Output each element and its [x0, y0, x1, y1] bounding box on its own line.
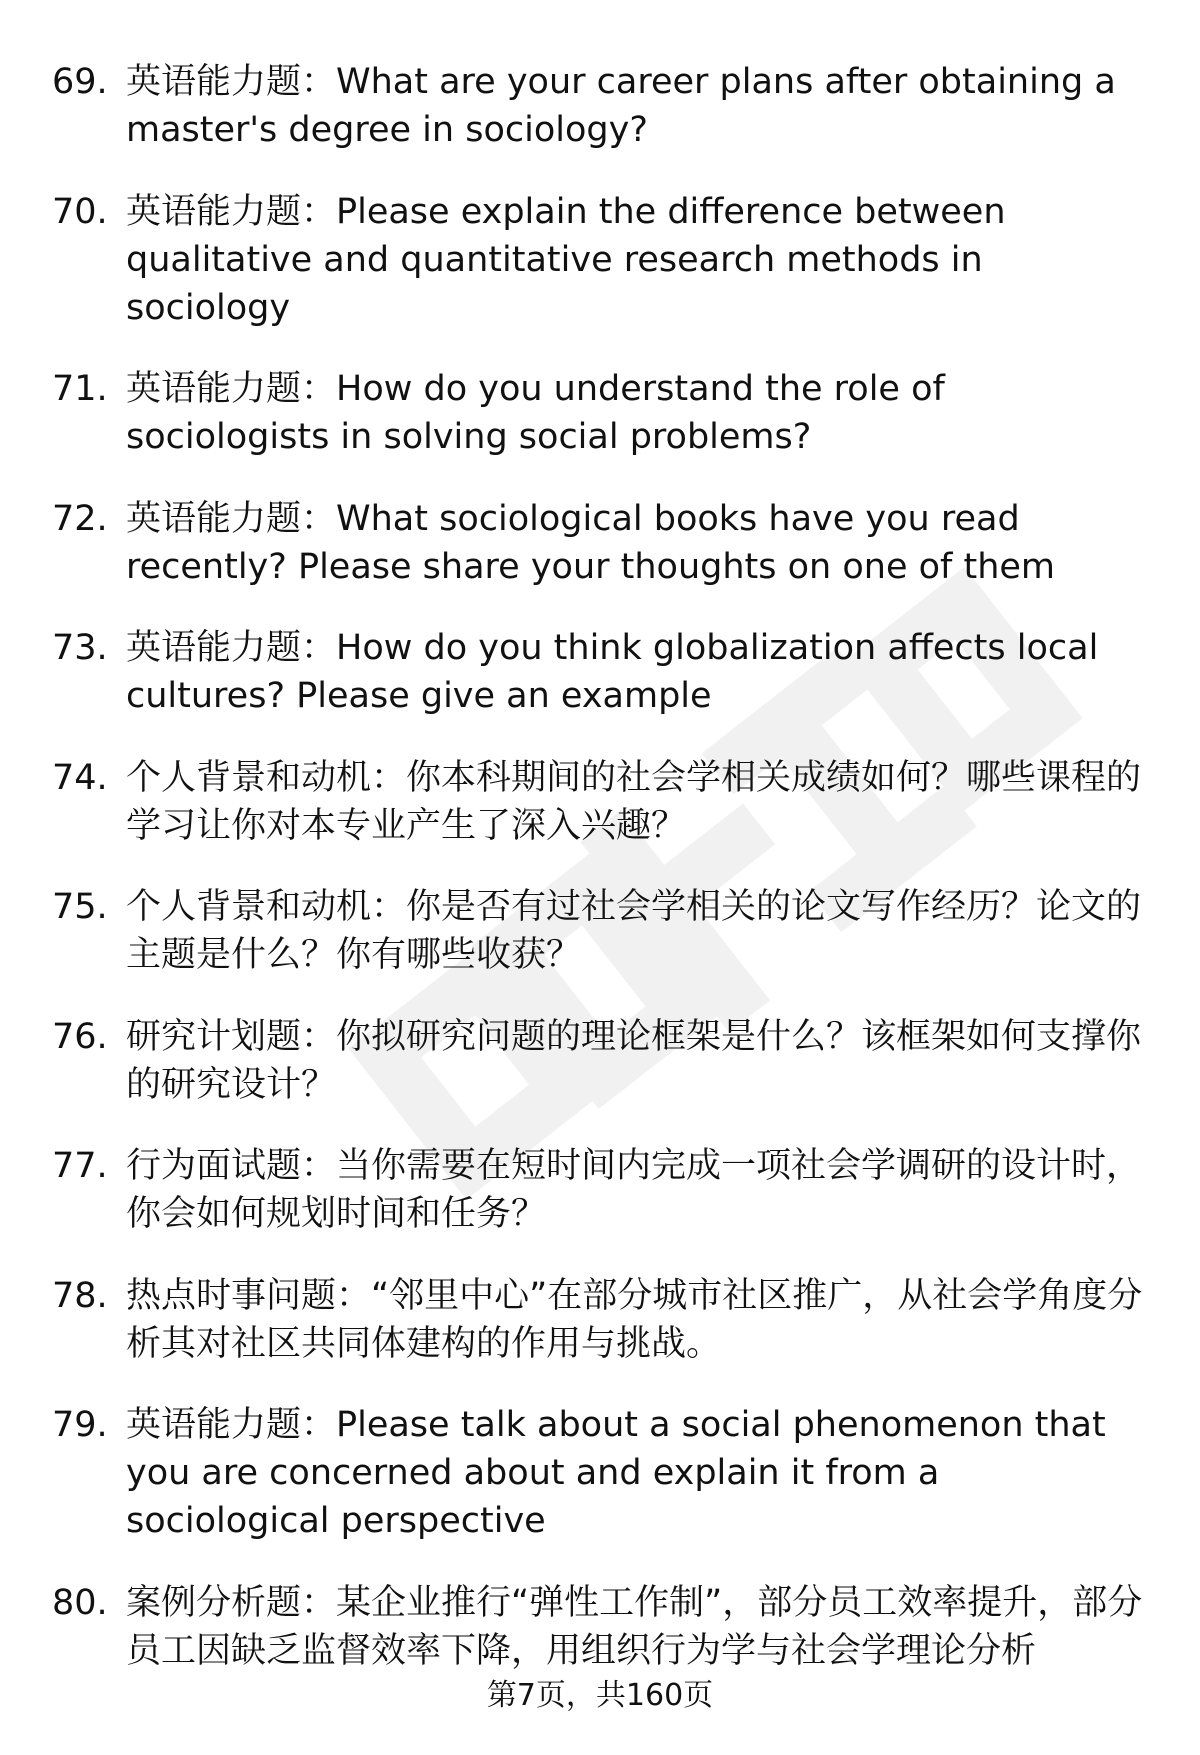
- question-text: 英语能力题：What are your career plans after obtaining a master's degree in sociology?: [126, 62, 1116, 150]
- question-number: 79.: [52, 1405, 108, 1445]
- question-text: 个人背景和动机：你是否有过社会学相关的论文写作经历？论文的主题是什么？你有哪些收获？: [126, 887, 1142, 975]
- question-number: 72.: [52, 498, 108, 539]
- question-item-77: [52, 1142, 1147, 1238]
- question-text: 英语能力题：Please explain the difference between qualitative and quantitative research methods in sociology: [126, 191, 1006, 328]
- question-item-78: [52, 1272, 1147, 1368]
- question-number: 70.: [52, 191, 108, 232]
- question-item-69: [52, 58, 1147, 154]
- question-text: 案例分析题：某企业推行“弹性工作制”，部分员工效率提升，部分员工因缺乏监督效率下降，用组织行为学与社会学理论分析: [126, 1582, 1143, 1671]
- question-number: 75.: [52, 887, 108, 927]
- question-number: 69.: [52, 62, 108, 102]
- question-text: 英语能力题：What sociological books have you read recently? Please share your thoughts on one of them: [126, 498, 1056, 587]
- question-text: 行为面试题：当你需要在短时间内完成一项社会学调研的设计时，你会如何规划时间和任务？: [126, 1146, 1142, 1234]
- question-text: 英语能力题：How do you understand the role of sociologists in solving social problems?: [126, 369, 945, 457]
- question-item-74: [52, 754, 1147, 850]
- question-item-80: [52, 1579, 1147, 1675]
- question-text: 英语能力题：How do you think globalization affects local cultures? Please give an example: [126, 628, 1099, 716]
- question-number: 76.: [52, 1016, 108, 1057]
- question-number: 77.: [52, 1146, 108, 1186]
- question-item-72: [52, 495, 1147, 591]
- question-number: 74.: [52, 757, 108, 798]
- question-item-73: [52, 624, 1147, 720]
- question-text: 研究计划题：你拟研究问题的理论框架是什么？该框架如何支撑你的研究设计？: [126, 1016, 1142, 1105]
- question-number: 71.: [52, 369, 108, 409]
- question-text: 热点时事问题：“邻里中心”在部分城市社区推广，从社会学角度分析其对社区共同体建构的作用与挑战。: [126, 1275, 1143, 1364]
- question-number: 80.: [52, 1582, 108, 1623]
- question-item-76: [52, 1013, 1147, 1109]
- question-text: 个人背景和动机：你本科期间的社会学相关成绩如何？哪些课程的学习让你对本专业产生了深入兴趣？: [126, 757, 1142, 846]
- question-text: 英语能力题：Please talk about a social phenomenon that you are concerned about and explain it from a sociological perspective: [126, 1405, 1106, 1541]
- question-number: 73.: [52, 628, 108, 668]
- question-list: [52, 58, 1147, 1708]
- question-item-75: [52, 883, 1147, 979]
- question-number: 78.: [52, 1275, 108, 1316]
- question-item-71: [52, 365, 1147, 461]
- question-item-70: [52, 188, 1147, 332]
- page-footer: 第7页，共160页: [486, 1678, 714, 1713]
- question-item-79: [52, 1401, 1147, 1545]
